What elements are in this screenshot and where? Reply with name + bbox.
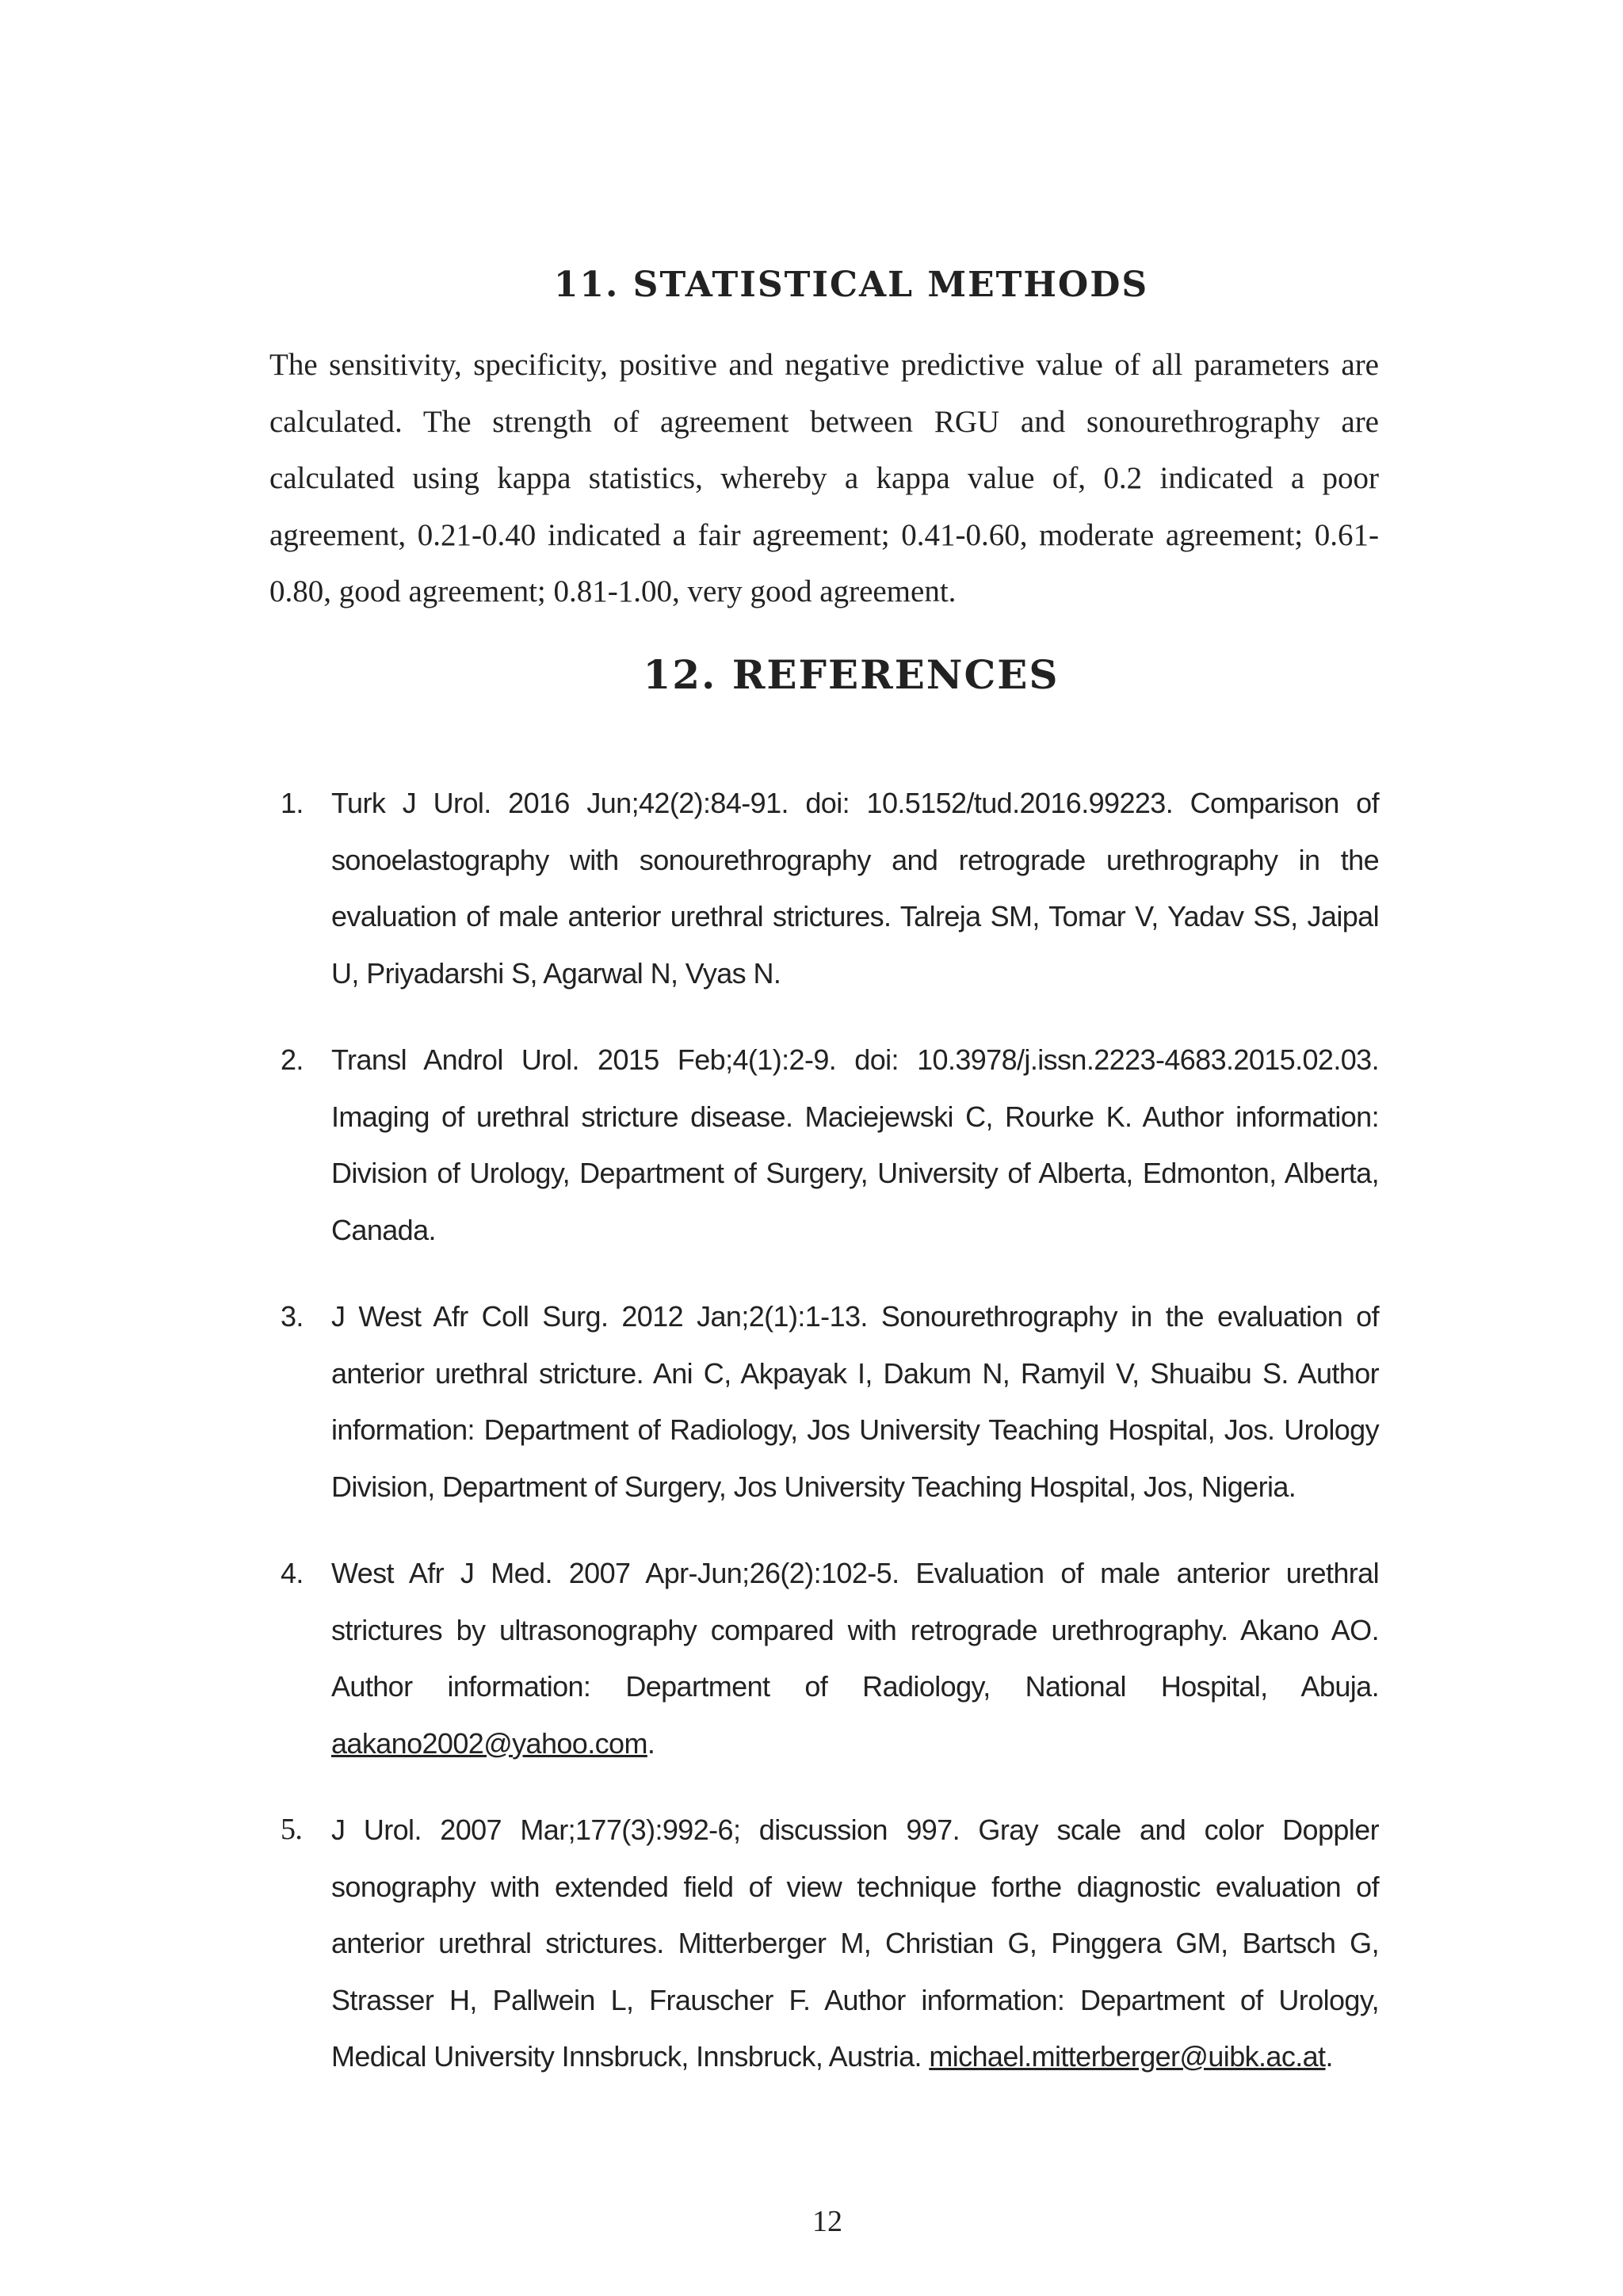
reference-item-1 <box>269 775 1379 1001</box>
reference-item-4 <box>269 1545 1379 1772</box>
reference-number: 4. <box>281 1557 304 1589</box>
reference-text: Transl Androl Urol. 2015 Feb;4(1):2-9. doi: 10.3978/j.issn.2223-4683.2015.02.03. Imaging of urethral stricture disease. Maciejewski C, Rourke K. Author information: Division of Urology, Department of Surgery, University of Alberta, Edmonton, Alberta, Canada. <box>331 1043 1379 1246</box>
reference-item-5 <box>269 1802 1379 2085</box>
reference-number: 1. <box>281 787 304 819</box>
reference-item-3 <box>269 1288 1379 1515</box>
reference-suffix: . <box>1325 2040 1333 2073</box>
page-number: 12 <box>812 2205 842 2238</box>
reference-text: Turk J Urol. 2016 Jun;42(2):84-91. doi: 10.5152/tud.2016.99223. Comparison of sonoelastography with sonourethrography and retrograde urethrography in the evaluation of male anterior urethral strictures. Talreja SM, Tomar V, Yadav SS, Jaipal U, Priyadarshi S, Agarwal N, Vyas N. <box>331 787 1379 990</box>
reference-number: 2. <box>281 1043 304 1076</box>
statistical-methods-heading: 11. STATISTICAL METHODS <box>553 265 1149 305</box>
reference-text: West Afr J Med. 2007 Apr-Jun;26(2):102-5. Evaluation of male anterior urethral strictures by ultrasonography compared with retrograde urethrography. Akano AO. Author information: Department of Radiology, National Hospital, Abuja. <box>331 1557 1379 1703</box>
references-heading: 12. REFERENCES <box>643 651 1060 698</box>
reference-number: 5. <box>281 1813 303 1846</box>
reference-text: J Urol. 2007 Mar;177(3):992-6; discussion 997. Gray scale and color Doppler sonography with extended field of view technique forthe diagnostic evaluation of anterior urethral strictures. Mitterberger M, Christian G, Pinggera GM, Bartsch G, Strasser H, Pallwein L, Frauscher F. Author information: Department of Urology, Medical University Innsbruck, Innsbruck, Austria. <box>331 1814 1379 2073</box>
reference-number: 3. <box>281 1300 304 1333</box>
reference-item-2 <box>269 1032 1379 1258</box>
statistical-methods-paragraph: The sensitivity, specificity, positive and negative predictive value of all parameters are calculated. The strength of agreement between RGU and sonourethrography are calculated using kappa statistics, whereby a kappa value of, 0.2 indicated a poor agreement, 0.21-0.40 indicated a fair agreement; 0.41-0.60, moderate agreement; 0.61-0.80, good agreement; 0.81-1.00, very good agreement. <box>269 348 1379 608</box>
email-link[interactable]: aakano2002@yahoo.com <box>331 1726 647 1760</box>
reference-text: J West Afr Coll Surg. 2012 Jan;2(1):1-13. Sonourethrography in the evaluation of anterior urethral stricture. Ani C, Akpayak I, Dakum N, Ramyil V, Shuaibu S. Author information: Department of Radiology, Jos University Teaching Hospital, Jos. Urology Division, Department of Surgery, Jos University Teaching Hospital, Jos, Nigeria. <box>331 1300 1379 1503</box>
references-list <box>269 775 1379 2115</box>
reference-suffix: . <box>647 1726 655 1760</box>
email-link[interactable]: michael.mitterberger@uibk.ac.at <box>929 2040 1326 2073</box>
